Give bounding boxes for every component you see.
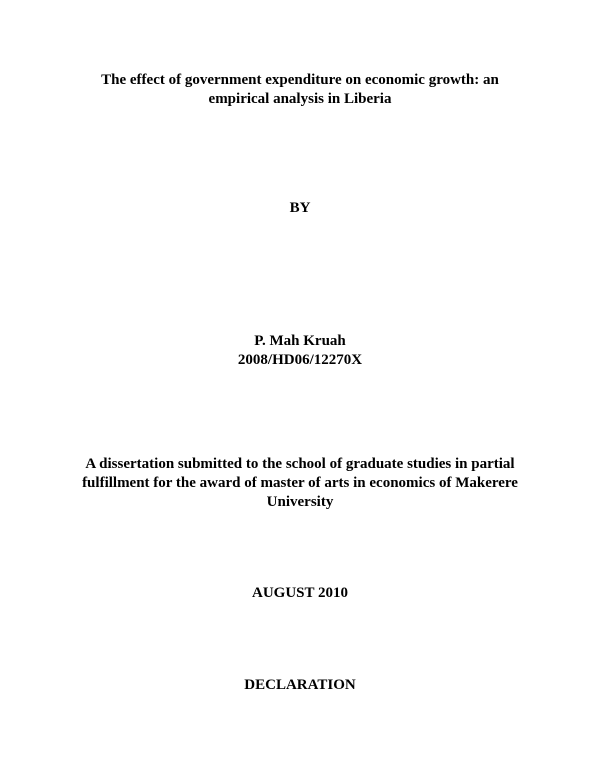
date-text: AUGUST 2010 (252, 585, 348, 601)
submission-line-3: University (266, 494, 334, 510)
title-line-1: The effect of government expenditure on economic growth: an (101, 72, 499, 88)
submission-line-2: fulfillment for the award of master of arts in economics of Makerere (82, 475, 518, 491)
declaration-text: DECLARATION (244, 677, 356, 693)
submission-date (40, 584, 560, 603)
declaration-heading (40, 676, 560, 695)
author-info (40, 332, 560, 370)
registration-number: 2008/HD06/12270X (237, 352, 363, 368)
submission-statement (40, 455, 560, 512)
by-label (40, 199, 560, 218)
title-line-2: empirical analysis in Liberia (208, 91, 392, 107)
dissertation-title (40, 71, 560, 109)
by-text: BY (289, 200, 311, 216)
author-name: P. Mah Kruah (254, 333, 346, 349)
submission-line-1: A dissertation submitted to the school of graduate studies in partial (85, 456, 515, 472)
